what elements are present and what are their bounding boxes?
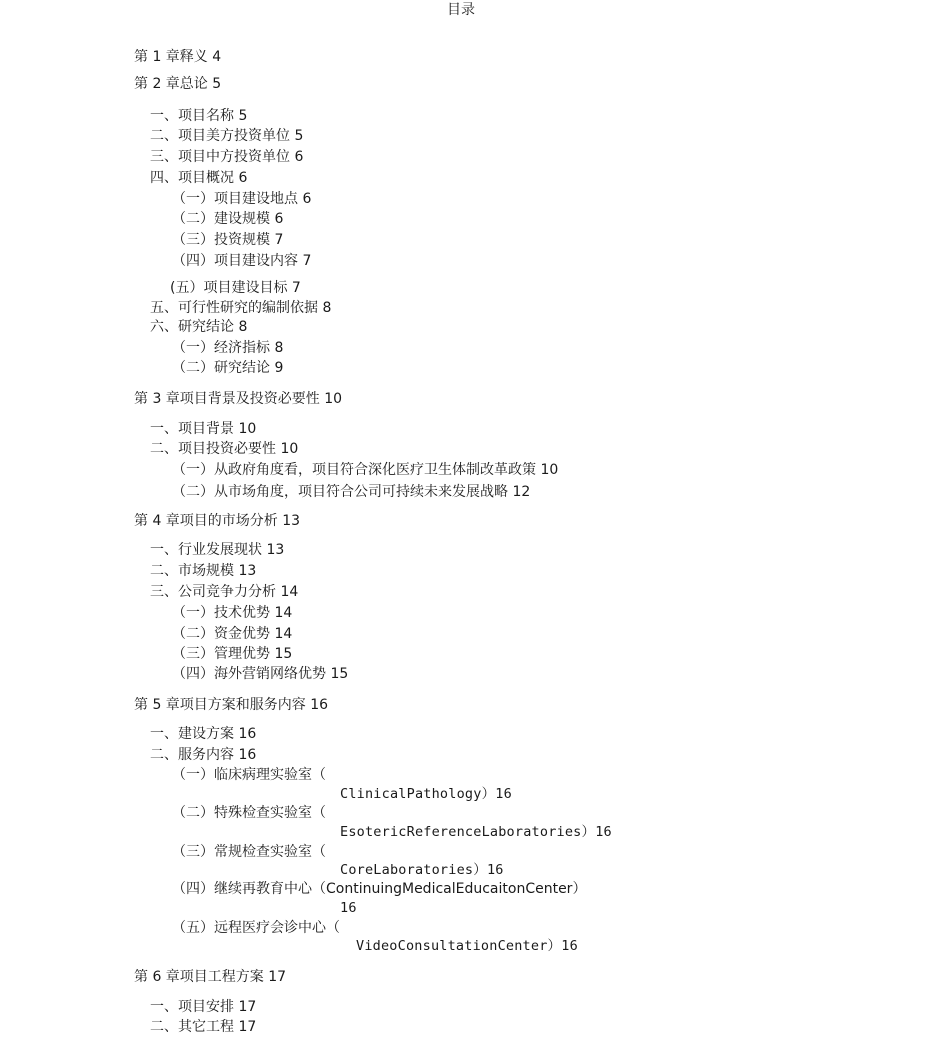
toc-subsection: （一）临床病理实验室（ (172, 767, 326, 783)
toc-chapter-6: 第 6 章项目工程方案 17 (134, 969, 287, 985)
toc-section: 一、行业发展现状 13 (150, 542, 285, 558)
toc-section: 三、项目中方投资单位 6 (150, 149, 304, 165)
toc-subsection: （五）远程医疗会诊中心（ (172, 920, 340, 936)
toc-subsection: （一）从政府角度看，项目符合深化医疗卫生体制改革政策 10 (172, 462, 559, 478)
toc-subsection: （一）项目建设地点 6 (172, 191, 312, 207)
toc-subsection-continuation: ClinicalPathology）16 (340, 786, 512, 802)
toc-subsection: （一）经济指标 8 (172, 340, 284, 356)
toc-subsection-continuation: VideoConsultationCenter）16 (356, 938, 578, 954)
toc-subsection: （二）特殊检查实验室（ (172, 805, 326, 821)
toc-subsection: （二）从市场角度，项目符合公司可持续未来发展战略 12 (172, 484, 531, 500)
toc-section: 二、项目投资必要性 10 (150, 441, 299, 457)
toc-subsection: （二）建设规模 6 (172, 211, 284, 227)
toc-subsection: （二）研究结论 9 (172, 360, 284, 376)
toc-subsection-continuation: EsotericReferenceLaboratories）16 (340, 824, 612, 840)
toc-section: 三、公司竞争力分析 14 (150, 584, 299, 600)
toc-section: 二、市场规模 13 (150, 563, 257, 579)
toc-subsection-continuation: CoreLaboratories）16 (340, 862, 504, 878)
toc-section: 四、项目概况 6 (150, 170, 248, 186)
toc-section: 六、研究结论 8 (150, 319, 248, 335)
toc-subsection-continuation: 16 (340, 900, 357, 916)
toc-section: 一、项目背景 10 (150, 421, 257, 437)
toc-subsection: （一）技术优势 14 (172, 605, 293, 621)
toc-subsection: （四）继续再教育中心（ContinuingMedicalEducaitonCenter） (172, 881, 587, 897)
toc-section: 一、建设方案 16 (150, 726, 257, 742)
toc-section: 二、服务内容 16 (150, 747, 257, 763)
toc-section: 一、项目安排 17 (150, 999, 257, 1015)
toc-subsection: (五）项目建设目标 7 (170, 280, 301, 296)
toc-section: 一、项目名称 5 (150, 108, 248, 124)
toc-section: 二、其它工程 17 (150, 1019, 257, 1035)
toc-chapter-5: 第 5 章项目方案和服务内容 16 (134, 697, 329, 713)
toc-chapter-2: 第 2 章总论 5 (134, 76, 222, 92)
page-title: 目录 (447, 2, 475, 18)
toc-subsection: （四）海外营销网络优势 15 (172, 666, 349, 682)
toc-chapter-4: 第 4 章项目的市场分析 13 (134, 513, 301, 529)
toc-subsection: （二）资金优势 14 (172, 626, 293, 642)
toc-subsection: （四）项目建设内容 7 (172, 253, 312, 269)
toc-chapter-3: 第 3 章项目背景及投资必要性 10 (134, 391, 343, 407)
toc-subsection: （三）投资规模 7 (172, 232, 284, 248)
toc-section: 五、可行性研究的编制依据 8 (150, 300, 332, 316)
toc-subsection: （三）管理优势 15 (172, 646, 293, 662)
toc-subsection: （三）常规检查实验室（ (172, 844, 326, 860)
toc-chapter-1: 第 1 章释义 4 (134, 49, 222, 65)
toc-section: 二、项目美方投资单位 5 (150, 128, 304, 144)
